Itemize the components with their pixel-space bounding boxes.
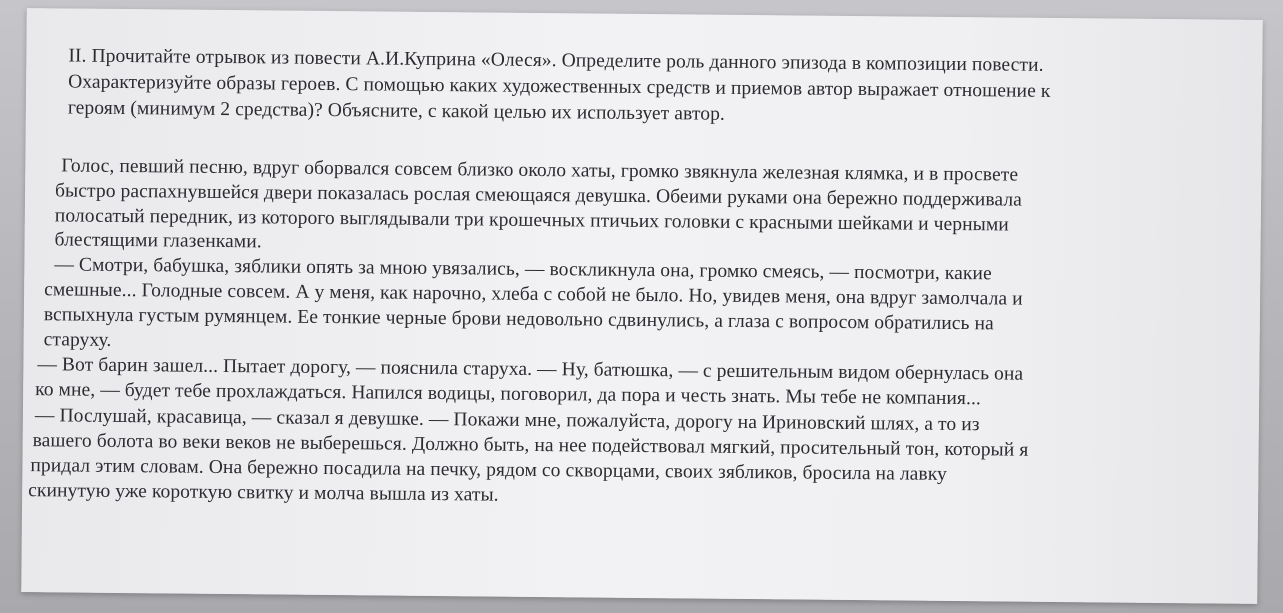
task-line-1: II. Прочитайте отрывок из повести А.И.Куприна «Олеся». Определите роль данного эпизода в композиции повести. (68, 45, 1044, 76)
excerpt-line-4: блестящими глазенками. (54, 229, 262, 253)
excerpt-line-7: вспыхнула густым румянцем. Ее тонкие черные брови недовольно сдвинулись, а глаза с вопросом обратились на (43, 304, 994, 335)
excerpt-line-13: придал этим словам. Она бережно посадила на печку, рядом со скворцами, своих зябликов, бросила на лавку (30, 455, 948, 485)
excerpt-line-9: — Вот барин зашел... Пытает дорогу, — пояснила старуха. — Ну, батюшка, — с решительным видом обернулась она (37, 354, 1024, 385)
excerpt-line-3: полосатый передник, из которого выглядывали три крошечных птичьих головки с красными шейками и черными (54, 205, 1009, 236)
excerpt-line-12: вашего болота во веки веков не выберешься. Должно быть, на нее подействовал мягкий, просительный тон, который я (32, 430, 1029, 461)
excerpt-line-11: — Послушай, красавица, — сказал я девушке. — Покажи мне, пожалуйста, дорогу на Ириновский шлях, а то из (34, 405, 980, 436)
excerpt-line-10: ко мне, — будет тебе прохлаждаться. Напился водицы, поговорил, да пора и честь знать. Мы тебе не компания... (35, 379, 982, 410)
task-line-2: Охарактеризуйте образы героев. С помощью каких художественных средств и приемов автор выражает отношение к (68, 71, 1051, 102)
excerpt-line-2: быстро распахнувшейся двери показалась рослая смеющаяся девушка. Обеими руками она бережно поддерживала (54, 180, 1023, 211)
paper-sheet (21, 8, 1263, 604)
excerpt-line-5: — Смотри, бабушка, зяблики опять за мною увязались, — воскликнула она, громко смеясь, — посмотри, какие (54, 254, 992, 285)
excerpt-line-8: старуху. (43, 329, 112, 351)
excerpt-line-6: смешные... Голодные совсем. А у меня, как нарочно, хлеба с собой не было. Но, увидев меня, она вдруг замолчала и (44, 279, 1023, 310)
excerpt-line-14: скинутую уже короткую свитку и молча вышла из хаты. (28, 480, 499, 506)
task-line-3: героям (минимум 2 средства)? Объясните, с какой целью их использует автор. (67, 97, 726, 125)
excerpt-line-1: Голос, певший песню, вдруг оборвался совсем близко около хаты, громко звякнула железная клямка, и в просвете (61, 155, 1019, 186)
